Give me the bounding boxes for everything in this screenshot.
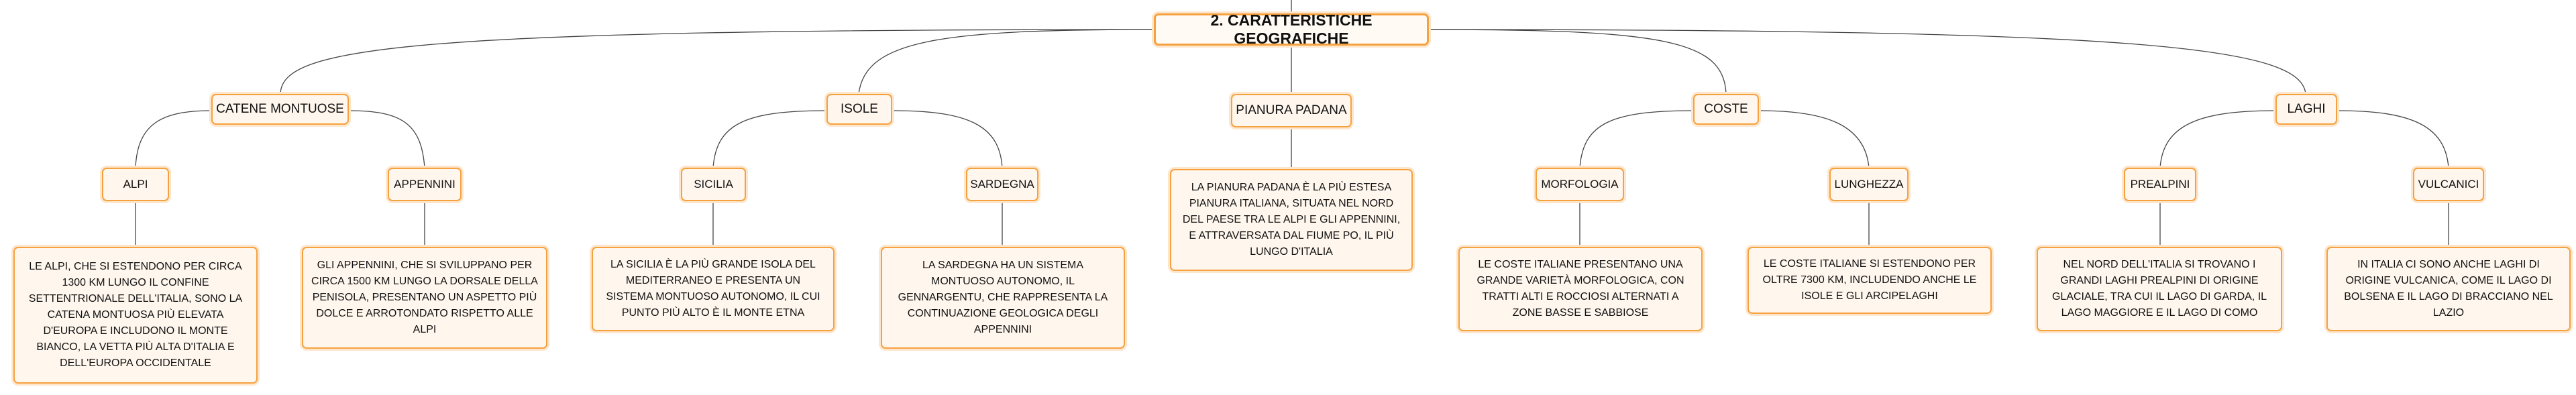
subtopic-label: APPENNINI: [394, 178, 455, 190]
category-label: COSTE: [1704, 102, 1748, 116]
category-catene-montuose[interactable]: [211, 94, 349, 125]
root-title: 2. CARATTERISTICHE GEOGRAFICHE: [1210, 11, 1373, 47]
subtopic-sicilia[interactable]: [681, 168, 746, 201]
description-sardegna[interactable]: [881, 247, 1125, 349]
subtopic-prealpini[interactable]: [2124, 168, 2196, 201]
category-label: CATENE MONTUOSE: [216, 102, 344, 116]
subtopic-sardegna[interactable]: [966, 168, 1038, 201]
description-morfologia[interactable]: [1458, 247, 1703, 331]
subtopic-label: VULCANICI: [2418, 178, 2479, 190]
subtopic-label: LUNGHEZZA: [1834, 178, 1904, 190]
description-text: GLI APPENNINI, CHE SI SVILUPPANO PER CIRCA 1500 KM LUNGO LA DORSALE DELLA PENISOLA, PRESENTANO UN ASPETTO PIÙ DOLCE E ARROTONDATO RISPETTO ALLE ALPI: [311, 260, 538, 335]
description-text: IN ITALIA CI SONO ANCHE LAGHI DI ORIGINE VULCANICA, COME IL LAGO DI BOLSENA E IL LAGO DI BRACCIANO NEL LAZIO: [2344, 259, 2553, 319]
subtopic-vulcanici[interactable]: [2413, 168, 2484, 201]
category-isole[interactable]: [826, 94, 892, 125]
description-appennini[interactable]: [302, 247, 547, 349]
description-pianura-padana[interactable]: [1170, 169, 1413, 271]
description-text: NEL NORD DELL'ITALIA SI TROVANO I GRANDI LAGHI PREALPINI DI ORIGINE GLACIALE, TRA CUI IL LAGO DI GARDA, IL LAGO MAGGIORE E IL LAGO DI COMO: [2051, 259, 2267, 319]
category-label: PIANURA PADANA: [1236, 103, 1347, 117]
category-label: LAGHI: [2287, 102, 2326, 116]
description-sicilia[interactable]: [592, 247, 835, 331]
subtopic-label: ALPI: [123, 178, 148, 190]
description-text: LA SARDEGNA HA UN SISTEMA MONTUOSO AUTONOMO, IL GENNARGENTU, CHE RAPPRESENTA LA CONTINUAZIONE GEOLOGICA DEGLI APPENNINI: [898, 260, 1108, 335]
root-node[interactable]: [1154, 13, 1429, 46]
category-label: ISOLE: [841, 102, 878, 116]
description-lunghezza[interactable]: [1748, 247, 1992, 314]
description-alpi[interactable]: [13, 247, 258, 384]
description-text: LE ALPI, CHE SI ESTENDONO PER CIRCA 1300 KM LUNGO IL CONFINE SETTENTRIONALE DELL'ITALIA, SONO LA CATENA MONTUOSA PIÙ ELEVATA D'EUROPA E INCLUDONO IL MONTE BIANCO, LA VETTA PIÙ ALTA D'ITALIA E DELL'EUROPA OCCIDENTALE: [28, 261, 243, 369]
subtopic-lunghezza[interactable]: [1829, 168, 1909, 201]
subtopic-label: MORFOLOGIA: [1541, 178, 1619, 190]
description-prealpini[interactable]: [2037, 247, 2282, 331]
subtopic-label: SARDEGNA: [970, 178, 1034, 190]
subtopic-morfologia[interactable]: [1536, 168, 1624, 201]
description-vulcanici[interactable]: [2326, 247, 2571, 331]
description-text: LE COSTE ITALIANE PRESENTANO UNA GRANDE VARIETÀ MORFOLOGICA, CON TRATTI ALTI E ROCCIOSI ALTERNATI A ZONE BASSE E SABBIOSE: [1477, 259, 1684, 319]
category-pianura-padana[interactable]: [1231, 94, 1352, 127]
subtopic-alpi[interactable]: [102, 168, 169, 201]
category-laghi[interactable]: [2275, 94, 2337, 125]
subtopic-label: SICILIA: [694, 178, 733, 190]
description-text: LE COSTE ITALIANE SI ESTENDONO PER OLTRE 7300 KM, INCLUDENDO ANCHE LE ISOLE E GLI ARCIPELAGHI: [1762, 258, 1977, 302]
category-coste[interactable]: [1693, 94, 1759, 125]
description-text: LA SICILIA È LA PIÙ GRANDE ISOLA DEL MEDITERRANEO E PRESENTA UN SISTEMA MONTUOSO AUTONOMO, IL CUI PUNTO PIÙ ALTO È IL MONTE ETNA: [606, 259, 820, 319]
subtopic-label: PREALPINI: [2130, 178, 2190, 190]
subtopic-appennini[interactable]: [388, 168, 462, 201]
description-text: LA PIANURA PADANA È LA PIÙ ESTESA PIANURA ITALIANA, SITUATA NEL NORD DEL PAESE TRA LE ALPI E GLI APPENNINI, E ATTRAVERSATA DAL FIUME PO, IL PIÙ LUNGO D'ITALIA: [1182, 182, 1401, 258]
